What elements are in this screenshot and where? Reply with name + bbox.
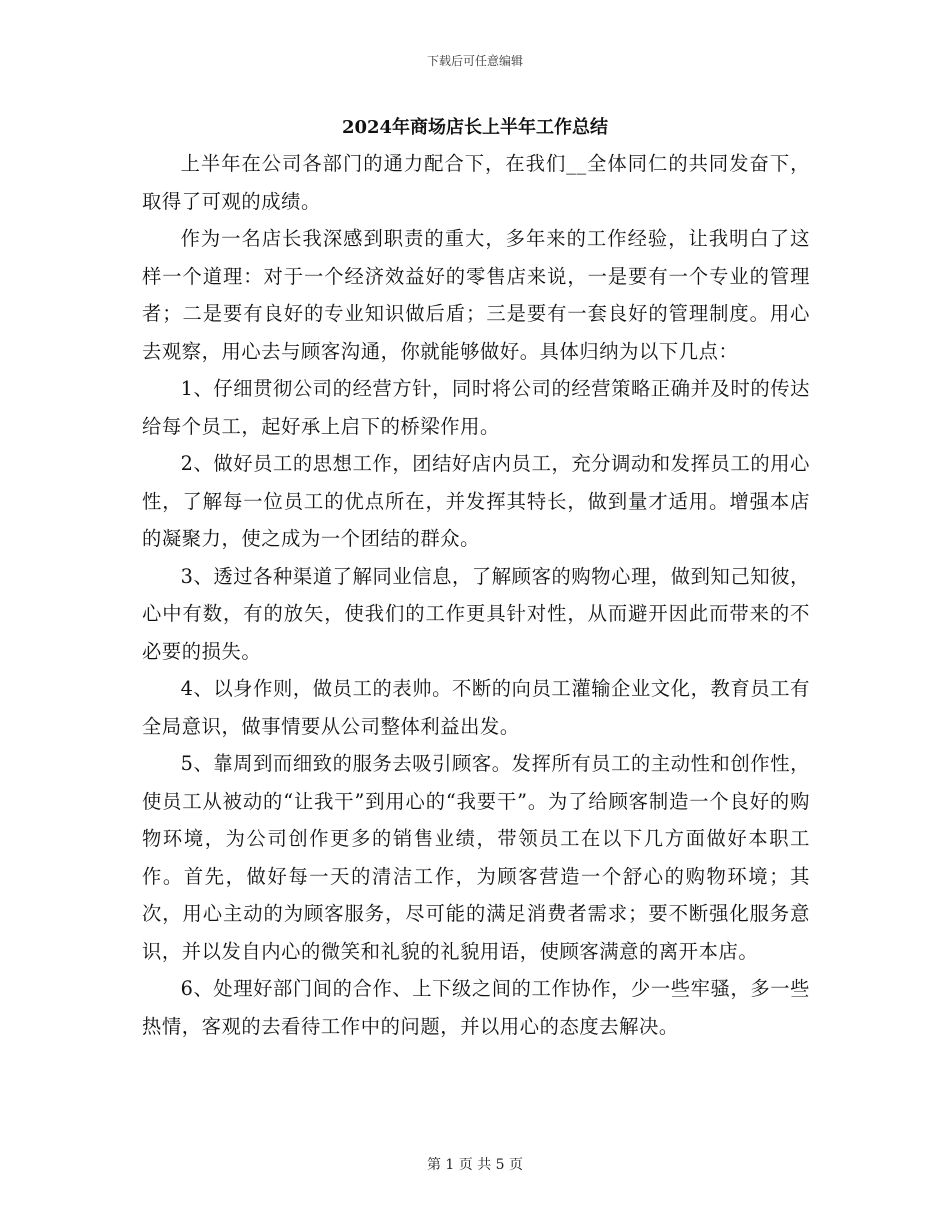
paragraph-point-1: 1、仔细贯彻公司的经营方针，同时将公司的经营策略正确并及时的传达给每个员工，起好承上启下的桥梁作用。 xyxy=(142,377,810,438)
paragraph-point-2: 2、做好员工的思想工作，团结好店内员工，充分调动和发挥员工的用心性，了解每一位员工的优点所在，并发挥其特长，做到量才适用。增强本店的凝聚力，使之成为一个团结的群众。 xyxy=(142,452,810,550)
paragraph-intro: 上半年在公司各部门的通力配合下，在我们__全体同仁的共同发奋下，取得了可观的成绩。 xyxy=(142,152,810,213)
document-title: 2024年商场店长上半年工作总结 xyxy=(341,117,609,138)
paragraph-experience: 作为一名店长我深感到职责的重大，多年来的工作经验，让我明白了这样一个道理：对于一个经济效益好的零售店来说，一是要有一个专业的管理者；二是要有良好的专业知识做后盾；三是要有一套良好的管理制度。用心去观察，用心去与顾客沟通，你就能够做好。具体归纳为以下几点： xyxy=(142,227,810,363)
paragraph-point-6: 6、处理好部门间的合作、上下级之间的工作协作，少一些牢骚，多一些热情，客观的去看待工作中的问题，并以用心的态度去解决。 xyxy=(142,977,810,1038)
paragraph-point-4: 4、以身作则，做员工的表帅。不断的向员工灌输企业文化，教育员工有全局意识，做事情要从公司整体利益出发。 xyxy=(142,677,810,738)
document-body xyxy=(142,145,810,1045)
page-number: 第 1 页 共 5 页 xyxy=(426,1157,524,1173)
paragraph-point-3: 3、透过各种渠道了解同业信息，了解顾客的购物心理，做到知己知彼，心中有数，有的放矢，使我们的工作更具针对性，从而避开因此而带来的不必要的损失。 xyxy=(142,564,810,663)
download-note: 下载后可任意编辑 xyxy=(426,54,523,68)
paragraph-point-5: 5、靠周到而细致的服务去吸引顾客。发挥所有员工的主动性和创作性，使员工从被动的“让我干”到用心的“我要干”。为了给顾客制造一个良好的购物环境，为公司创作更多的销售业绩，带领员工在以下几方面做好本职工作。首先，做好每一天的清洁工作，为顾客营造一个舒心的购物环境；其次，用心主动的为顾客服务，尽可能的满足消费者需求；要不断强化服务意识，并以发自内心的微笑和礼貌的礼貌用语，使顾客满意的离开本店。 xyxy=(142,752,810,963)
